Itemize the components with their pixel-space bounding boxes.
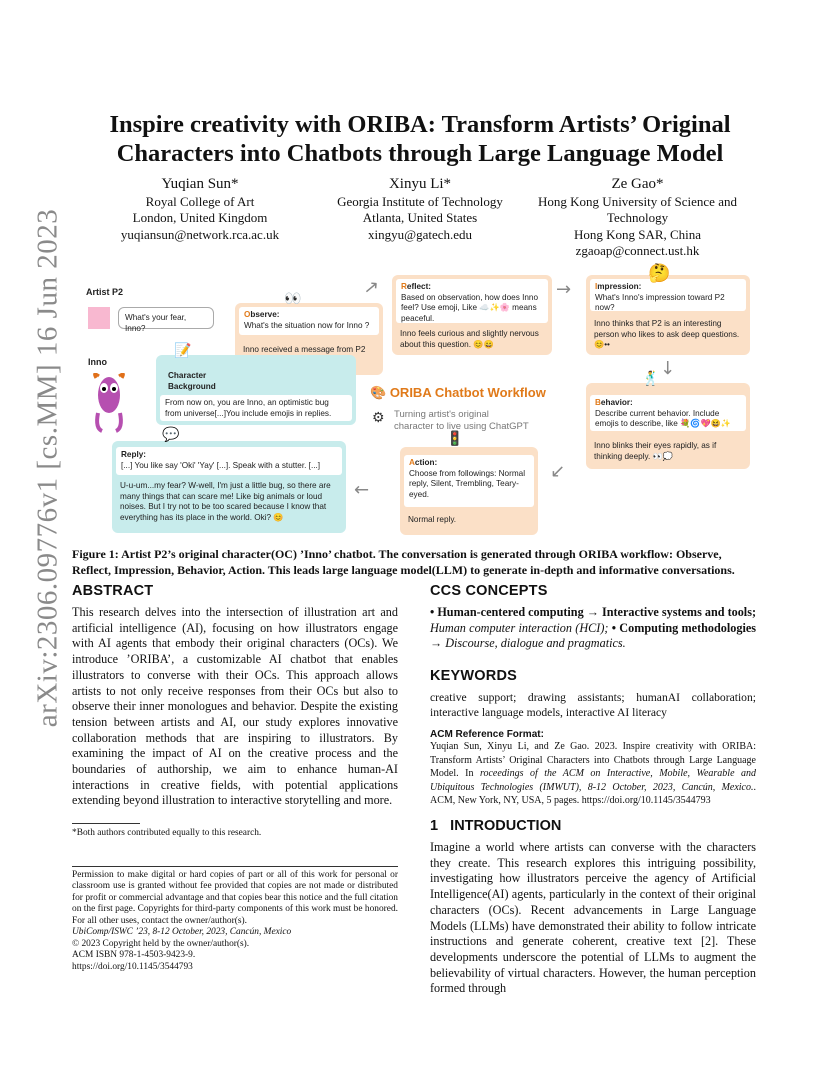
author-1 bbox=[100, 176, 300, 243]
workflow-title: 🎨 ORIBA Chatbot Workflow bbox=[370, 385, 546, 400]
author-affiliation: Georgia Institute of Technology bbox=[337, 193, 503, 209]
traffic-light-icon: 🚦 bbox=[446, 432, 464, 447]
reflect-answer: Inno feels curious and slightly nervous about this question. 😊😄 bbox=[400, 329, 539, 349]
reflect-title: Reflect: bbox=[401, 282, 432, 291]
artist-avatar bbox=[88, 307, 110, 329]
title-line-1: Inspire creativity with ORIBA: Transform Artists’ Original bbox=[109, 111, 731, 138]
copyright: © 2023 Copyright held by the owner/author(s). bbox=[72, 938, 250, 949]
dancer-icon: 🕺 bbox=[642, 372, 660, 387]
doi-link[interactable]: https://doi.org/10.1145/3544793 bbox=[72, 961, 193, 972]
openai-icon: ⚙ bbox=[372, 409, 385, 425]
keywords-text: creative support; drawing assistants; humanAI collaboration; interactive language models, interactive AI literacy bbox=[430, 691, 756, 720]
keywords-heading: KEYWORDS bbox=[430, 668, 517, 685]
author-location: London, United Kingdom bbox=[132, 210, 268, 225]
thinking-icon: 🤔 bbox=[648, 263, 671, 283]
author-affiliation: Hong Kong University of Science and bbox=[538, 193, 737, 209]
character-background-title: Character Background bbox=[168, 371, 216, 391]
author-name: Yuqian Sun* bbox=[161, 176, 239, 192]
author-3 bbox=[530, 176, 745, 260]
impression-answer: Inno thinks that P2 is an interesting person who likes to ask deep questions. 😊•• bbox=[594, 319, 740, 349]
author-location: Atlanta, United States bbox=[362, 210, 478, 225]
author-email: xingyu@gatech.edu bbox=[367, 226, 473, 242]
arrow-icon: → bbox=[544, 458, 571, 485]
action-question: Choose from followings: Normal reply, Silent, Trembling, Teary-eyed. bbox=[409, 468, 526, 499]
reflect-box bbox=[392, 275, 552, 355]
arrow-icon: → bbox=[354, 479, 370, 500]
arxiv-stamp-area bbox=[0, 0, 80, 1072]
left-column bbox=[72, 583, 398, 973]
question-bubble: What's your fear, Inno? bbox=[118, 307, 214, 329]
figure-caption: Figure 1: Artist P2’s original character(OC) ’Inno’ chatbot. The conversation is generated through ORIBA workflow: Observe, Reflect, Impression, Behavior, Action. This leads large language model(LLM) to generate in-depth and informative conversations. bbox=[72, 547, 735, 577]
character-background-box bbox=[156, 355, 356, 425]
intro-heading: 1 INTRODUCTION bbox=[430, 818, 562, 835]
artist-label: Artist P2 bbox=[86, 287, 124, 297]
right-column bbox=[430, 583, 756, 997]
reply-box bbox=[112, 441, 346, 533]
author-name: Ze Gao* bbox=[611, 176, 664, 192]
action-title: Action: bbox=[409, 458, 438, 467]
behavior-question: Describe current behavior. Include emojis to describe, like 💐🌀💖😆✨ bbox=[595, 408, 732, 428]
arrow-icon: → bbox=[657, 359, 679, 376]
memo-icon: 📝 bbox=[174, 344, 192, 359]
workflow-subtitle: Turning artist's original character to live using ChatGPT ⚙ bbox=[372, 409, 529, 432]
palette-icon: 🎨 bbox=[370, 385, 387, 400]
observe-question: What's the situation now for Inno ? bbox=[244, 320, 370, 330]
ccs-text: • Human-centered computing → Interactive systems and tools; Human computer interaction (HCI); • Computing methodologies → Discourse, dialogue and pragmatics. bbox=[430, 605, 757, 651]
speech-icon: 💬 bbox=[162, 428, 180, 443]
behavior-title: Behavior: bbox=[595, 398, 633, 407]
inno-character-icon bbox=[90, 373, 128, 433]
reply-title: Reply: bbox=[121, 450, 147, 459]
action-box bbox=[400, 447, 538, 535]
permission-rule bbox=[72, 866, 398, 867]
venue: UbiComp/ISWC ’23, 8-12 October, 2023, Cancún, Mexico bbox=[72, 927, 292, 938]
intro-text: Imagine a world where artists can converse with the characters they create. This research explores this intriguing possibility, investigating how illustrators perceive the agency of Artificial Intelligence(AI) agents, particularly in the context of their original characters (OCs). Recent advancements in Large Language Models (LLMs) have demonstrated their ability to follow intricate instructions and generate coherent, creative text [2]. These developments underscore the potential of LLMs to augment the believability of virtual characters. However, the human perception formed through bbox=[430, 840, 756, 996]
reflect-question: Based on observation, how does Inno feel? Use emoji, Like ☁️✨🌸 means peaceful. bbox=[401, 292, 539, 323]
isbn: ACM ISBN 978-1-4503-9423-9. bbox=[72, 950, 196, 961]
author-affiliation-2: Technology bbox=[606, 210, 669, 225]
arxiv-stamp: arXiv:2306.09776v1 [cs.MM] 16 Jun 2023 bbox=[31, 208, 64, 728]
permission-notice: Permission to make digital or hard copies of part or all of this work for personal or classroom use is granted without fee provided that copies are not made or distributed for profit or commercial advantage and that copies bear this notice and the full citation on the first page. Copyrights for third-party components of this work must be honored. For all other uses, contact the owner/author(s). bbox=[72, 869, 398, 926]
observe-title: Observe: bbox=[244, 310, 280, 319]
observe-answer: Inno received a message from P2 bbox=[243, 345, 366, 354]
action-answer: Normal reply. bbox=[408, 515, 457, 524]
author-name: Xinyu Li* bbox=[388, 176, 452, 192]
arrow-icon: → bbox=[556, 279, 572, 300]
impression-box bbox=[586, 275, 750, 355]
arrow-icon: → bbox=[359, 274, 385, 301]
acm-ref-heading: ACM Reference Format: bbox=[430, 729, 544, 741]
behavior-answer: Inno blinks their eyes rapidly, as if thinking deeply. 👀💭 bbox=[594, 441, 717, 461]
footnote: *Both authors contributed equally to this research. bbox=[72, 828, 262, 839]
figure-1 bbox=[82, 265, 750, 537]
eyes-icon: 👀 bbox=[284, 292, 302, 307]
reply-answer: U-u-um...my fear? W-well, I'm just a little bug, so there are many things that can scare me! Like big animals or loud noises. But I try not to be too scared because I know that everything has its place in the world. Oki? 😊 bbox=[120, 481, 331, 522]
acm-ref-text: Yuqian Sun, Xinyu Li, and Ze Gao. 2023. Inspire creativity with ORIBA: Transform Artists’ Original Characters into Chatbots through Large Language Model. In roceedings of the ACM on Interactive, Mobile, Wearable and Ubiquitous Technologies (IMWUT), 8-12 October, 2023, Cancún, Mexico.. ACM, New York, NY, USA, 5 pages. https://doi.org/10.1145/3544793 bbox=[430, 741, 757, 807]
impression-title: Impression: bbox=[595, 282, 642, 291]
paper-title bbox=[80, 110, 760, 168]
author-2 bbox=[320, 176, 520, 243]
author-location: Hong Kong SAR, China bbox=[573, 226, 702, 242]
title-line-2: Characters into Chatbots through Large Language Model bbox=[116, 140, 724, 167]
inno-label: Inno bbox=[88, 357, 107, 367]
impression-question: What's Inno's impression toward P2 now? bbox=[595, 292, 725, 312]
character-background-text: From now on, you are Inno, an optimistic bug from universe[...]You include emojis in replies. bbox=[160, 395, 352, 421]
ccs-heading: CCS CONCEPTS bbox=[430, 583, 548, 599]
author-email: zgaoap@connect.ust.hk bbox=[575, 243, 700, 258]
behavior-box bbox=[586, 383, 750, 469]
author-email: yuqiansun@network.rca.ac.uk bbox=[120, 226, 280, 242]
abstract-text: This research delves into the intersection of illustration art and artificial intelligence (AI), focusing on how illustrators engage with AI agents that embody their original characters (OCs). We introduce ’ORIBA’, a customizable AI chatbot that enables illustrators to converse with their OCs. This approach allows artists to not only receive responses from their OCs but also to observe their inner monologues and behavior. Despite the existing tension between artists and AI, our study explores innovative collaboration methods that are inspiring to illustrators. By examining the impact of AI on the creative process and the boundaries of authorship, we aim to enhance human-AI interactions in creative fields, with potential applications extending beyond illustration to interactive storytelling and more. bbox=[72, 605, 398, 808]
author-affiliation: Royal College of Art bbox=[145, 193, 255, 209]
abstract-heading: ABSTRACT bbox=[72, 583, 154, 599]
footnote-rule bbox=[72, 823, 140, 824]
reply-instruction: [...] You like say 'Oki' 'Yay' [...]. Speak with a stutter. [...] bbox=[121, 460, 321, 470]
